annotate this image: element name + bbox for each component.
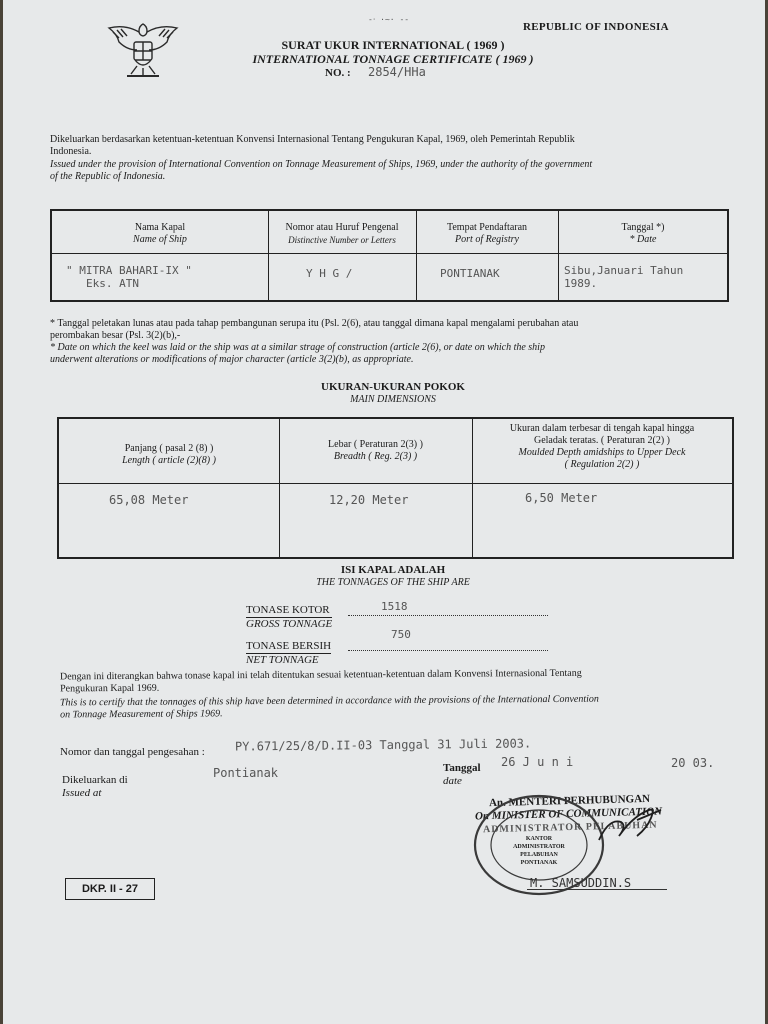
depth-value: 6,50 Meter xyxy=(525,491,598,505)
breadth-value: 12,20 Meter xyxy=(329,493,409,507)
ship-name-value: " MITRA BAHARI-IX " Eks. ATN xyxy=(66,264,192,290)
gross-tonnage-label: TONASE KOTOR GROSS TONNAGE xyxy=(246,604,333,630)
date-note-indonesian: * Tanggal peletakan lunas atau pada tahap pembangunan serupa itu (Psl. 2(6), atau tanggal dimana kapal mengalami perubahan atau perombakan besar (Psl. 3(2)(b),- xyxy=(50,318,579,341)
main-dimensions-subtitle: MAIN DIMENSIONS xyxy=(350,394,436,405)
certification-english: This is to certify that the tonnages of this ship have been determined in accordance with the provisions of the International Convention on Tonnage Measurement of Ships 1969. xyxy=(59,693,599,721)
issue-year-value: 20 03. xyxy=(671,756,715,770)
port-of-registry-header: Tempat Pendaftaran Port of Registry xyxy=(446,222,528,245)
issue-date-label: Tanggal date xyxy=(443,762,481,787)
signature-scribble-icon xyxy=(593,800,673,850)
stamp-text: KANTOR ADMINISTRATOR PELABUHAN PONTIANAK xyxy=(513,836,565,866)
title-indonesian: SURAT UKUR INTERNATIONAL ( 1969 ) xyxy=(281,38,505,52)
main-dimensions-table xyxy=(57,417,734,559)
republic-label: REPUBLIC OF INDONESIA xyxy=(523,21,669,33)
approval-label: Nomor dan tanggal pengesahan : xyxy=(60,746,205,758)
number-label: NO. : xyxy=(325,67,351,79)
ship-info-table xyxy=(50,209,729,302)
net-tonnage-value: 750 xyxy=(391,628,411,641)
date-note-english: * Date on which the keel was laid or the ship was at a similar strage of construction (article 2(6), or date on which the ship underwent alterations or modifications of major character (article 3(2)(b), as appropriate. xyxy=(50,342,545,365)
date-header: Tanggal *) * Date xyxy=(621,222,665,245)
gross-tonnage-line xyxy=(348,603,548,616)
length-header: Panjang ( pasal 2 (8) ) Length ( article (2)(8) ) xyxy=(122,443,216,466)
form-code-box: DKP. II - 27 xyxy=(65,878,155,900)
issue-date-value: 26 J u n i xyxy=(501,755,574,769)
garuda-emblem-icon xyxy=(105,18,181,82)
distinctive-number-value: Y H G / xyxy=(306,267,353,280)
length-value: 65,08 Meter xyxy=(109,493,189,507)
number-value: 2854/HHa xyxy=(368,65,426,79)
main-dimensions-title: UKURAN-UKURAN POKOK xyxy=(321,381,465,393)
issued-at-label: Dikeluarkan di Issued at xyxy=(62,774,128,799)
gross-tonnage-value: 1518 xyxy=(381,600,408,613)
signatory-name: M. SAMSUDDIN.S xyxy=(530,876,632,890)
intro-english: Issued under the provision of International Convention on Tonnage Measurement of Ships, 1969, under the authority of the government of the Republic of Indonesia. xyxy=(50,159,593,182)
signatory-line-2: On MINISTER OF COMMUNICATION xyxy=(474,805,663,823)
approval-value: PY.671/25/8/D.II-03 Tanggal 31 Juli 2003. xyxy=(234,736,532,754)
tonnages-subtitle: THE TONNAGES OF THE SHIP ARE xyxy=(316,577,470,588)
signatory-line-1: An. MENTERI PERHUBUNGAN xyxy=(488,792,651,810)
title-english: INTERNATIONAL TONNAGE CERTIFICATE ( 1969 ) xyxy=(252,52,534,66)
signature-line xyxy=(527,889,667,890)
port-of-registry-value: PONTIANAK xyxy=(440,267,500,280)
top-scribble: -‧ ·~· -- xyxy=(368,15,410,24)
net-tonnage-line xyxy=(348,638,548,651)
breadth-header: Lebar ( Peraturan 2(3) ) Breadth ( Reg. 2(3) ) xyxy=(328,439,423,462)
net-tonnage-label: TONASE BERSIH NET TONNAGE xyxy=(246,640,332,666)
ship-name-header: Nama Kapal Name of Ship xyxy=(133,222,187,245)
distinctive-number-header: Nomor atau Huruf Pengenal Distinctive Number or Letters xyxy=(285,222,399,245)
tonnages-title: ISI KAPAL ADALAH xyxy=(340,564,446,576)
depth-header: Ukuran dalam terbesar di tengah kapal hingga Geladak teratas. ( Peraturan 2(2) ) Moulded Depth amidships to Upper Deck ( Regulation 2(2) ) xyxy=(509,423,695,470)
intro-indonesian: Dikeluarkan berdasarkan ketentuan-ketentuan Konvensi Internasional Tentang Pengukuran Kapal, 1969, oleh Pemerintah Republik Indonesia. xyxy=(50,134,575,157)
certification-indonesian: Dengan ini diterangkan bahwa tonase kapal ini telah ditentukan sesuai ketentuan-ketentuan dalam Konvensi Internasional Tentang Pengukuran Kapal 1969. xyxy=(59,667,582,695)
date-value: Sibu,Januari Tahun 1989. xyxy=(564,264,684,290)
signatory-line-3: ADMINISTRATOR PELABUHAN xyxy=(482,819,658,836)
issued-at-value: Pontianak xyxy=(213,766,279,780)
certificate-page xyxy=(3,0,765,1024)
